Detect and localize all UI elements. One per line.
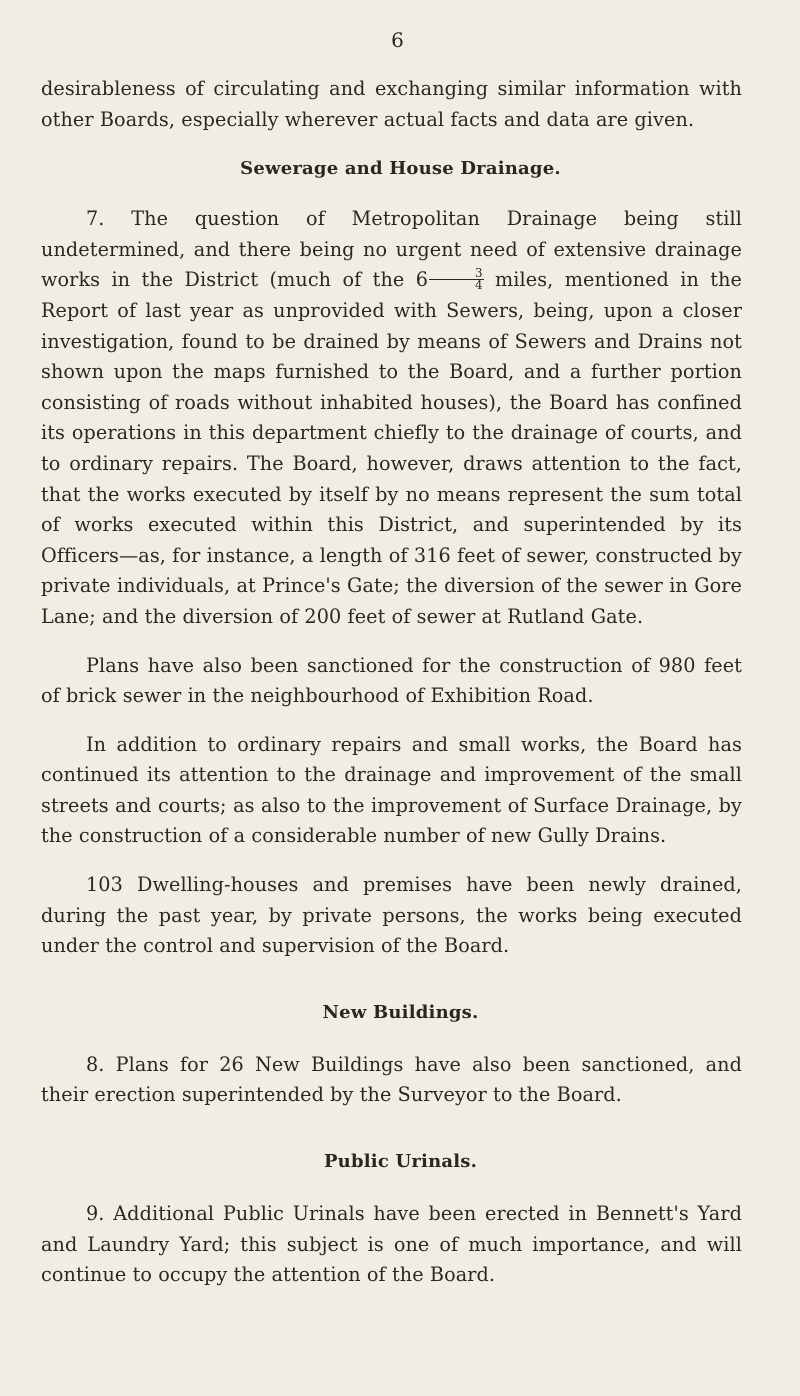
fraction-denominator: 4 bbox=[475, 278, 483, 293]
intro-paragraph: desirableness of circulating and exchanging similar information with other Boards, especially wherever actual facts and data are given. bbox=[41, 77, 742, 131]
paragraph-9: 9. Additional Public Urinals have been erected in Bennett's Yard and Laundry Yard; this subject is one of much importance, and will continue to occupy the attention of the Board. bbox=[41, 1202, 742, 1287]
page-number: 6 bbox=[391, 28, 404, 52]
paragraph-plans-980: Plans have also been sanctioned for the construction of 980 feet of brick sewer in the neighbourhood of Exhibition Road. bbox=[41, 653, 742, 708]
fraction-numerator: 3 bbox=[429, 268, 484, 280]
section-heading-public-urinals: Public Urinals. bbox=[323, 1151, 478, 1173]
fraction-three-quarters bbox=[429, 268, 484, 292]
paragraph-8: 8. Plans for 26 New Buildings have also been sanctioned, and their erection superintended by the Surveyor to the Board. bbox=[41, 1052, 742, 1107]
paragraph-7 bbox=[41, 204, 742, 632]
paragraph-7-text-end: miles, mentioned in the Report of last year as unprovided with Sewers, being, upon a closer investigation, found to be drained by means of Sewers and Drains not shown upon the maps furnished to the Board, and a further portion consisting of roads without inhabited houses), the Board has confined its operations in this department chiefly to the drainage of courts, and to ordinary repairs. The Board, however, draws attention to the fact, that the works executed by itself by no means represent the sum total of works executed within this District, and superintended by its Officers—as, for instance, a length of 316 feet of sewer, constructed by private individuals, at Prince's Gate; the diversion of the sewer in Gore Lane; and the diversion of 200 feet of sewer at Rutland Gate. bbox=[41, 268, 742, 628]
paragraph-dwelling-houses: 103 Dwelling-houses and premises have been newly drained, during the past year, by private persons, the works being executed under the control and supervision of the Board. bbox=[41, 873, 742, 958]
paragraph-7-text-start: 7. The question of Metropolitan Drainage being still undetermined, and there being no urgent need of extensive drainage works in the District (much of the 6 bbox=[41, 207, 742, 292]
paragraph-ordinary-repairs: In addition to ordinary repairs and small works, the Board has continued its attention to the drainage and improvement of the small streets and courts; as also to the improvement of Surface Drainage, by the construction of a considerable number of new Gully Drains. bbox=[41, 732, 742, 848]
section-heading-new-buildings: New Buildings. bbox=[322, 1001, 479, 1023]
section-heading-sewerage: Sewerage and House Drainage. bbox=[240, 158, 561, 180]
